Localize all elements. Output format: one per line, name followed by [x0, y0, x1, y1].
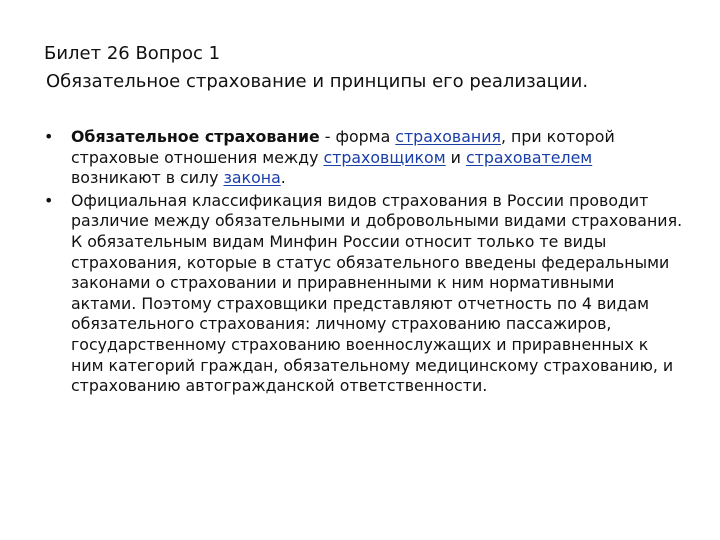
definition-text: возникают в силу	[71, 168, 224, 188]
link-policyholder[interactable]: страхователем	[465, 147, 593, 167]
term-compulsory-insurance: Обязательное страхование	[71, 127, 320, 146]
bullet-item-definition	[44, 127, 684, 189]
definition-text: .	[280, 168, 286, 188]
bullet-item-classification	[44, 191, 684, 397]
definition-text: - форма	[319, 127, 396, 146]
bullet-dot: •	[44, 190, 54, 210]
classification-text: Официальная классификация видов страхования в России проводит различие между обязательными и добровольными видами страхования. К обязательным видам Минфин России относит только те виды страхования, которые в статус обязательного введены федеральными законами о страховании и приравненными к ним нормативными актами. Поэтому страховщики представляют отчетность по 4 видам обязательного страхования: личному страхованию пассажиров, государственному страхованию военнослужащих и приравненных к ним категорий граждан, обязательному медицинскому страхованию, и страхованию автогражданской ответственности.	[71, 190, 683, 396]
link-insurance[interactable]: страхования	[395, 127, 501, 146]
bullet-dot: •	[44, 127, 54, 146]
title-line-topic: Обязательное страхование и принципы его реализации.	[46, 71, 589, 92]
slide-title	[44, 40, 684, 96]
link-insurer[interactable]: страховщиком	[323, 147, 446, 167]
link-law[interactable]: закона	[223, 168, 281, 188]
title-line-ticket: Билет 26 Вопрос 1	[44, 43, 221, 64]
definition-text: , при которой страховые отношения между	[71, 127, 615, 167]
bullet-list	[44, 127, 684, 399]
definition-text: и	[445, 147, 466, 167]
